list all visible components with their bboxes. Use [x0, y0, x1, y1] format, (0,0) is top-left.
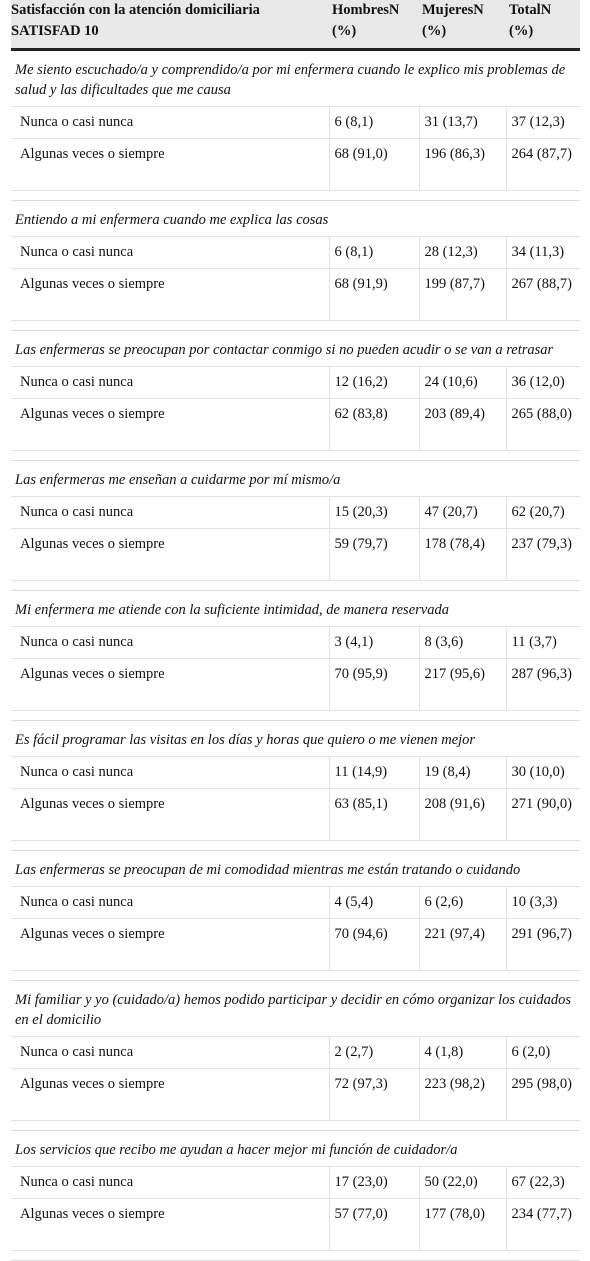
section-spacer	[11, 841, 580, 851]
section-title: Mi enfermera me atiende con la suficiente intimidad, de manera reservada	[11, 591, 580, 627]
table-row	[11, 367, 580, 399]
section-title: Es fácil programar las visitas en los días y horas que quiero o me vienen mejor	[11, 721, 580, 757]
section-spacer	[11, 1251, 580, 1261]
header-total-line1: TotalN	[509, 2, 552, 18]
row-label: Algunas veces o siempre	[11, 659, 329, 711]
cell-mujeres: 208 (91,6)	[419, 789, 506, 841]
cell-hombres: 62 (83,8)	[329, 399, 419, 451]
row-label: Algunas veces o siempre	[11, 139, 329, 191]
cell-total: 291 (96,7)	[506, 919, 580, 971]
satisfaction-table-container	[11, 0, 580, 1261]
cell-mujeres: 8 (3,6)	[419, 627, 506, 659]
row-label: Nunca o casi nunca	[11, 1167, 329, 1199]
cell-hombres: 2 (2,7)	[329, 1037, 419, 1069]
table-row	[11, 269, 580, 321]
cell-mujeres: 47 (20,7)	[419, 497, 506, 529]
row-label: Algunas veces o siempre	[11, 1069, 329, 1121]
section-title: Me siento escuchado/a y comprendido/a por mi enfermera cuando le explico mis problemas de salud y las dificultades que me causa	[11, 50, 580, 107]
section-spacer	[11, 451, 580, 461]
cell-hombres: 59 (79,7)	[329, 529, 419, 581]
cell-hombres: 12 (16,2)	[329, 367, 419, 399]
cell-hombres: 17 (23,0)	[329, 1167, 419, 1199]
header-mujeres-line2: (%)	[422, 23, 447, 39]
row-label: Nunca o casi nunca	[11, 107, 329, 139]
cell-mujeres: 178 (78,4)	[419, 529, 506, 581]
cell-mujeres: 221 (97,4)	[419, 919, 506, 971]
section-row	[11, 331, 580, 367]
header-mujeres	[419, 0, 506, 50]
table-row	[11, 1069, 580, 1121]
table-row	[11, 107, 580, 139]
table-body	[11, 50, 580, 1261]
table-row	[11, 1037, 580, 1069]
spacer-cell	[11, 321, 580, 331]
cell-total: 264 (87,7)	[506, 139, 580, 191]
row-label: Algunas veces o siempre	[11, 919, 329, 971]
cell-mujeres: 177 (78,0)	[419, 1199, 506, 1251]
cell-hombres: 70 (94,6)	[329, 919, 419, 971]
section-row	[11, 721, 580, 757]
cell-hombres: 11 (14,9)	[329, 757, 419, 789]
cell-total: 287 (96,3)	[506, 659, 580, 711]
section-row	[11, 201, 580, 237]
row-label: Nunca o casi nunca	[11, 497, 329, 529]
header-total-line2: (%)	[509, 23, 534, 39]
cell-hombres: 70 (95,9)	[329, 659, 419, 711]
row-label: Algunas veces o siempre	[11, 789, 329, 841]
table-row	[11, 659, 580, 711]
satisfaction-table	[11, 0, 580, 1261]
cell-mujeres: 50 (22,0)	[419, 1167, 506, 1199]
table-row	[11, 237, 580, 269]
section-row	[11, 851, 580, 887]
cell-total: 237 (79,3)	[506, 529, 580, 581]
row-label: Nunca o casi nunca	[11, 237, 329, 269]
table-row	[11, 1199, 580, 1251]
table-row	[11, 887, 580, 919]
cell-total: 67 (22,3)	[506, 1167, 580, 1199]
header-category-line1: Satisfacción con la atención domiciliaria	[11, 2, 260, 18]
table-header	[11, 0, 580, 50]
header-hombres-line1: HombresN	[332, 2, 400, 18]
section-row	[11, 50, 580, 107]
spacer-cell	[11, 841, 580, 851]
row-label: Nunca o casi nunca	[11, 367, 329, 399]
cell-hombres: 3 (4,1)	[329, 627, 419, 659]
cell-total: 34 (11,3)	[506, 237, 580, 269]
cell-total: 62 (20,7)	[506, 497, 580, 529]
table-row	[11, 497, 580, 529]
row-label: Nunca o casi nunca	[11, 1037, 329, 1069]
table-row	[11, 789, 580, 841]
cell-total: 234 (77,7)	[506, 1199, 580, 1251]
section-title: Entiendo a mi enfermera cuando me explica las cosas	[11, 201, 580, 237]
cell-total: 267 (88,7)	[506, 269, 580, 321]
cell-total: 36 (12,0)	[506, 367, 580, 399]
cell-hombres: 15 (20,3)	[329, 497, 419, 529]
cell-mujeres: 31 (13,7)	[419, 107, 506, 139]
table-row	[11, 757, 580, 789]
section-title: Las enfermeras me enseñan a cuidarme por mí mismo/a	[11, 461, 580, 497]
cell-mujeres: 28 (12,3)	[419, 237, 506, 269]
table-row	[11, 399, 580, 451]
cell-hombres: 4 (5,4)	[329, 887, 419, 919]
cell-mujeres: 196 (86,3)	[419, 139, 506, 191]
cell-hombres: 57 (77,0)	[329, 1199, 419, 1251]
section-spacer	[11, 711, 580, 721]
header-category	[11, 0, 329, 50]
header-category-line2: SATISFAD 10	[11, 23, 99, 39]
section-row	[11, 591, 580, 627]
table-row	[11, 139, 580, 191]
section-spacer	[11, 581, 580, 591]
cell-mujeres: 217 (95,6)	[419, 659, 506, 711]
cell-mujeres: 199 (87,7)	[419, 269, 506, 321]
section-title: Mi familiar y yo (cuidado/a) hemos podido participar y decidir en cómo organizar los cuidados en el domicilio	[11, 981, 580, 1037]
cell-hombres: 6 (8,1)	[329, 237, 419, 269]
cell-total: 295 (98,0)	[506, 1069, 580, 1121]
row-label: Algunas veces o siempre	[11, 269, 329, 321]
table-row	[11, 1167, 580, 1199]
table-row	[11, 919, 580, 971]
row-label: Algunas veces o siempre	[11, 529, 329, 581]
row-label: Algunas veces o siempre	[11, 399, 329, 451]
cell-total: 10 (3,3)	[506, 887, 580, 919]
spacer-cell	[11, 581, 580, 591]
cell-mujeres: 223 (98,2)	[419, 1069, 506, 1121]
cell-hombres: 72 (97,3)	[329, 1069, 419, 1121]
cell-hombres: 68 (91,9)	[329, 269, 419, 321]
section-title: Los servicios que recibo me ayudan a hacer mejor mi función de cuidador/a	[11, 1131, 580, 1167]
section-title: Las enfermeras se preocupan de mi comodidad mientras me están tratando o cuidando	[11, 851, 580, 887]
header-total	[506, 0, 580, 50]
spacer-cell	[11, 1251, 580, 1261]
cell-hombres: 63 (85,1)	[329, 789, 419, 841]
cell-mujeres: 203 (89,4)	[419, 399, 506, 451]
table-row	[11, 627, 580, 659]
spacer-cell	[11, 711, 580, 721]
section-row	[11, 461, 580, 497]
cell-total: 271 (90,0)	[506, 789, 580, 841]
row-label: Nunca o casi nunca	[11, 627, 329, 659]
cell-total: 37 (12,3)	[506, 107, 580, 139]
section-spacer	[11, 971, 580, 981]
section-row	[11, 981, 580, 1037]
row-label: Nunca o casi nunca	[11, 757, 329, 789]
header-hombres-line2: (%)	[332, 23, 357, 39]
spacer-cell	[11, 191, 580, 201]
section-title: Las enfermeras se preocupan por contactar conmigo si no pueden acudir o se van a retrasar	[11, 331, 580, 367]
cell-total: 6 (2,0)	[506, 1037, 580, 1069]
section-spacer	[11, 321, 580, 331]
table-row	[11, 529, 580, 581]
cell-mujeres: 4 (1,8)	[419, 1037, 506, 1069]
row-label: Algunas veces o siempre	[11, 1199, 329, 1251]
cell-hombres: 6 (8,1)	[329, 107, 419, 139]
cell-total: 265 (88,0)	[506, 399, 580, 451]
cell-hombres: 68 (91,0)	[329, 139, 419, 191]
spacer-cell	[11, 451, 580, 461]
cell-mujeres: 24 (10,6)	[419, 367, 506, 399]
header-hombres	[329, 0, 419, 50]
cell-total: 11 (3,7)	[506, 627, 580, 659]
section-row	[11, 1131, 580, 1167]
section-spacer	[11, 191, 580, 201]
row-label: Nunca o casi nunca	[11, 887, 329, 919]
cell-total: 30 (10,0)	[506, 757, 580, 789]
spacer-cell	[11, 1121, 580, 1131]
header-mujeres-line1: MujeresN	[422, 2, 484, 18]
spacer-cell	[11, 971, 580, 981]
cell-mujeres: 6 (2,6)	[419, 887, 506, 919]
section-spacer	[11, 1121, 580, 1131]
cell-mujeres: 19 (8,4)	[419, 757, 506, 789]
